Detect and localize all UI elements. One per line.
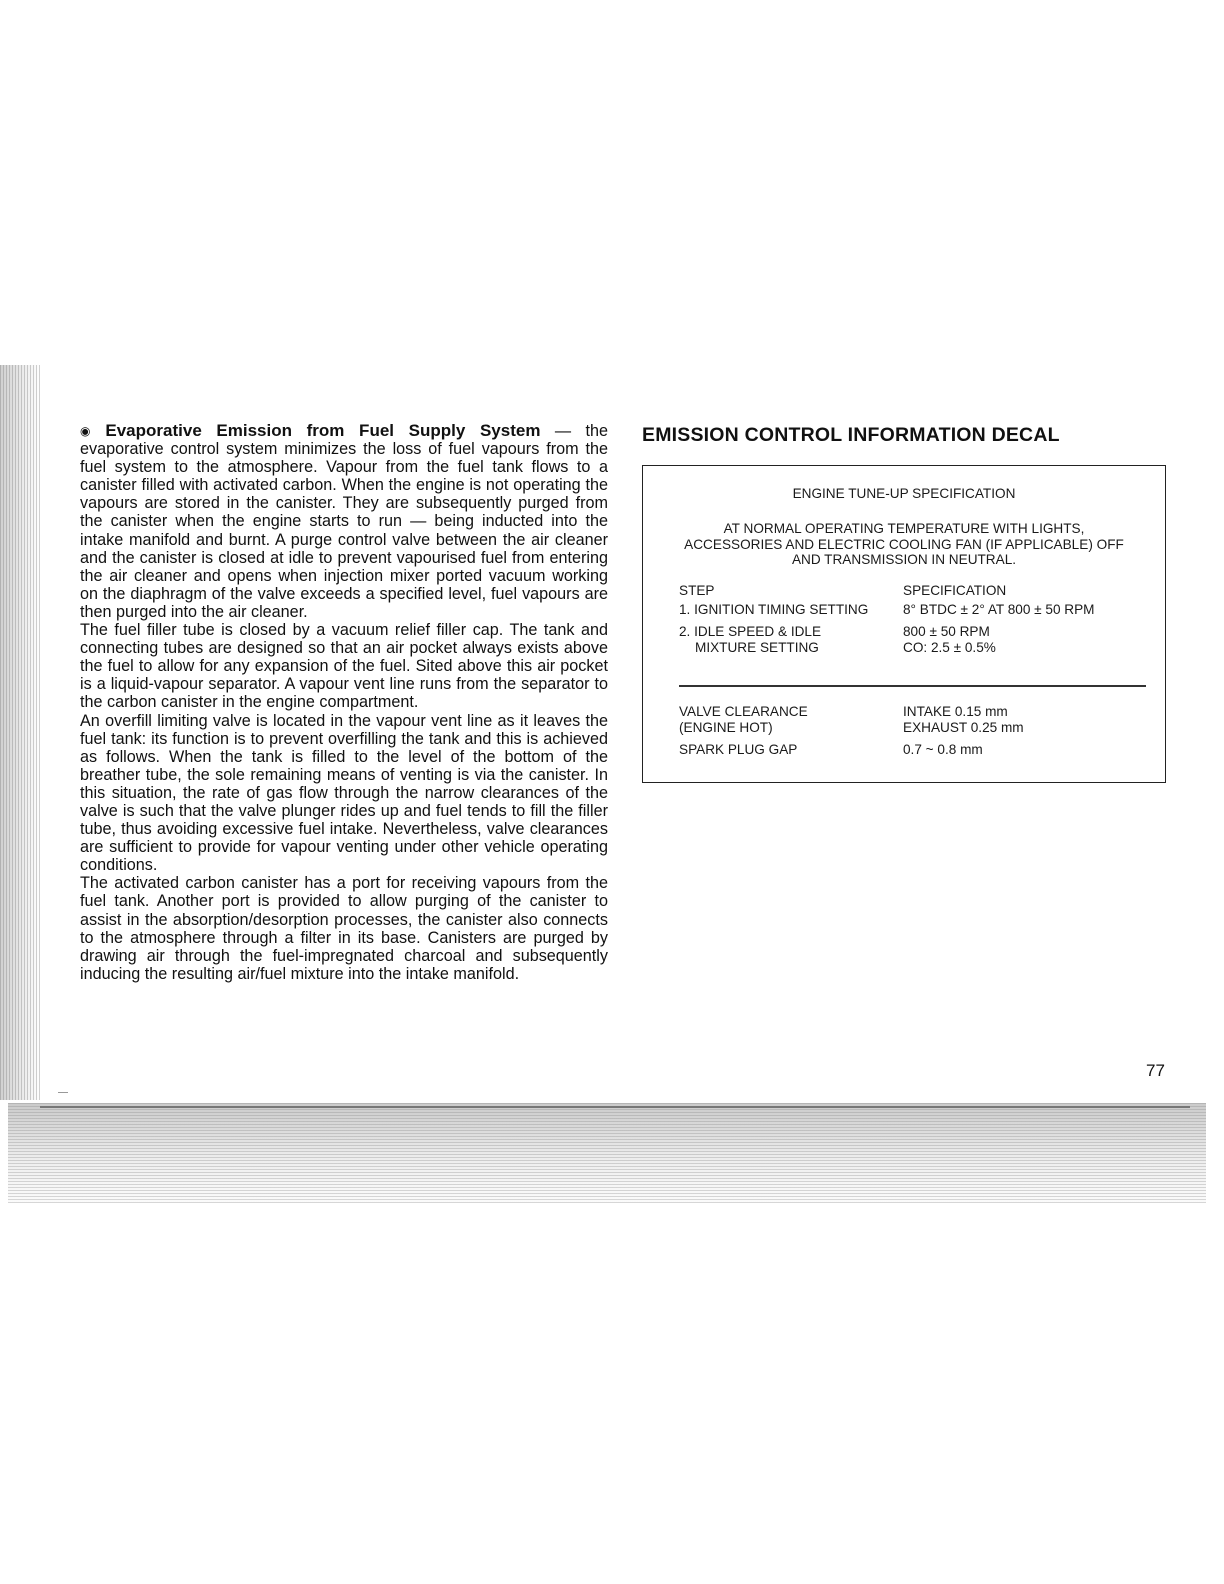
valve-clearance-value	[903, 704, 1024, 735]
step2-label-line2: MIXTURE SETTING	[695, 639, 819, 655]
paragraph-3: An overfill limiting valve is located in the vapour vent line as it leaves the fuel tank: its function is to prevent overfilling the tank and this is achieved as follows. When the tank is filled to the level of the bottom of the breather tube, the sole remaining means of venting is via the canister. In this situation, the rate of gas flow through the narrow clearances of the valve is such that the valve plunger rides up and fuel tends to fill the filler tube, thus avoiding excessive fuel intake. Nevertheless, valve clearances are sufficient to provide for vapour venting under other vehicle operating conditions.	[80, 711, 608, 875]
step2-value-line2: CO: 2.5 ± 0.5%	[903, 639, 996, 655]
step2-label	[679, 624, 821, 655]
valve-label-line1: VALVE CLEARANCE	[679, 704, 808, 719]
step1-label: 1. IGNITION TIMING SETTING	[679, 602, 869, 617]
step1-value: 8° BTDC ± 2° AT 800 ± 50 RPM	[903, 602, 1095, 617]
footer-divider	[40, 1106, 1190, 1108]
condition-line: ACCESSORIES AND ELECTRIC COOLING FAN (IF APPLICABLE) OFF	[684, 536, 1124, 552]
evaporative-emission-section	[80, 422, 608, 983]
decal-divider	[679, 685, 1146, 687]
valve-label-line2: (ENGINE HOT)	[679, 719, 773, 735]
spark-plug-gap-label: SPARK PLUG GAP	[679, 742, 798, 757]
bullet-icon: ◉	[80, 424, 101, 438]
step2-value-line1: 800 ± 50 RPM	[903, 624, 990, 639]
valve-value-line2: EXHAUST 0.25 mm	[903, 719, 1024, 735]
paragraph-2: The fuel filler tube is closed by a vacuum relief filler cap. The tank and connecting tubes are designed so that an air pocket always exists above the fuel to allow for any expansion of the fuel. Sited above this air pocket is a liquid-vapour separator. A vapour vent line runs from the separator to the carbon canister in the engine compartment.	[80, 621, 608, 712]
paragraph-1	[80, 422, 608, 621]
decal-conditions	[643, 521, 1165, 568]
condition-line: AND TRANSMISSION IN NEUTRAL.	[791, 552, 1017, 567]
section-title: Evaporative Emission from Fuel Supply System	[105, 421, 541, 440]
page-number: 77	[1146, 1061, 1165, 1080]
spark-plug-gap-value: 0.7 ~ 0.8 mm	[903, 742, 983, 757]
decal-heading: EMISSION CONTROL INFORMATION DECAL	[642, 424, 1060, 446]
emission-decal-box	[642, 465, 1166, 783]
valve-value-line1: INTAKE 0.15 mm	[903, 704, 1008, 719]
step2-label-line1: 2. IDLE SPEED & IDLE	[679, 624, 822, 639]
scan-footer-band	[8, 1103, 1206, 1203]
scan-binding-edge	[0, 365, 40, 1100]
scan-mark	[58, 1092, 68, 1093]
step2-value	[903, 624, 996, 655]
paragraph-4: The activated carbon canister has a port for receiving vapours from the fuel tank. Another port is provided to allow purging of the canister to assist in the absorption/desorption processes, the canister also connects to the atmosphere through a filter in its base. Canisters are purged by drawing air through the fuel-impregnated charcoal and subsequently inducing the resulting air/fuel mixture into the intake manifold.	[80, 874, 608, 983]
decal-title: ENGINE TUNE-UP SPECIFICATION	[792, 486, 1016, 501]
column-header-step: STEP	[679, 583, 715, 598]
column-header-specification: SPECIFICATION	[903, 583, 1007, 598]
paragraph-text: — the evaporative control system minimizes the loss of fuel vapours from the fuel system to the atmosphere. Vapour from the fuel tank flows to a canister filled with activated carbon. When the engine is not operating the vapours are stored in the canister. They are subsequently purged from the canister when the engine starts to run — being inducted into the intake manifold and burnt. A purge control valve between the air cleaner and the canister is closed at idle to prevent vapourised fuel from entering the air cleaner and opens when injection mixer ported vacuum working on the diaphragm of the valve exceeds a specified level, fuel vapours are then purged into the air cleaner.	[80, 422, 608, 621]
valve-clearance-label	[679, 704, 808, 735]
condition-line: AT NORMAL OPERATING TEMPERATURE WITH LIGHTS,	[723, 521, 1085, 536]
